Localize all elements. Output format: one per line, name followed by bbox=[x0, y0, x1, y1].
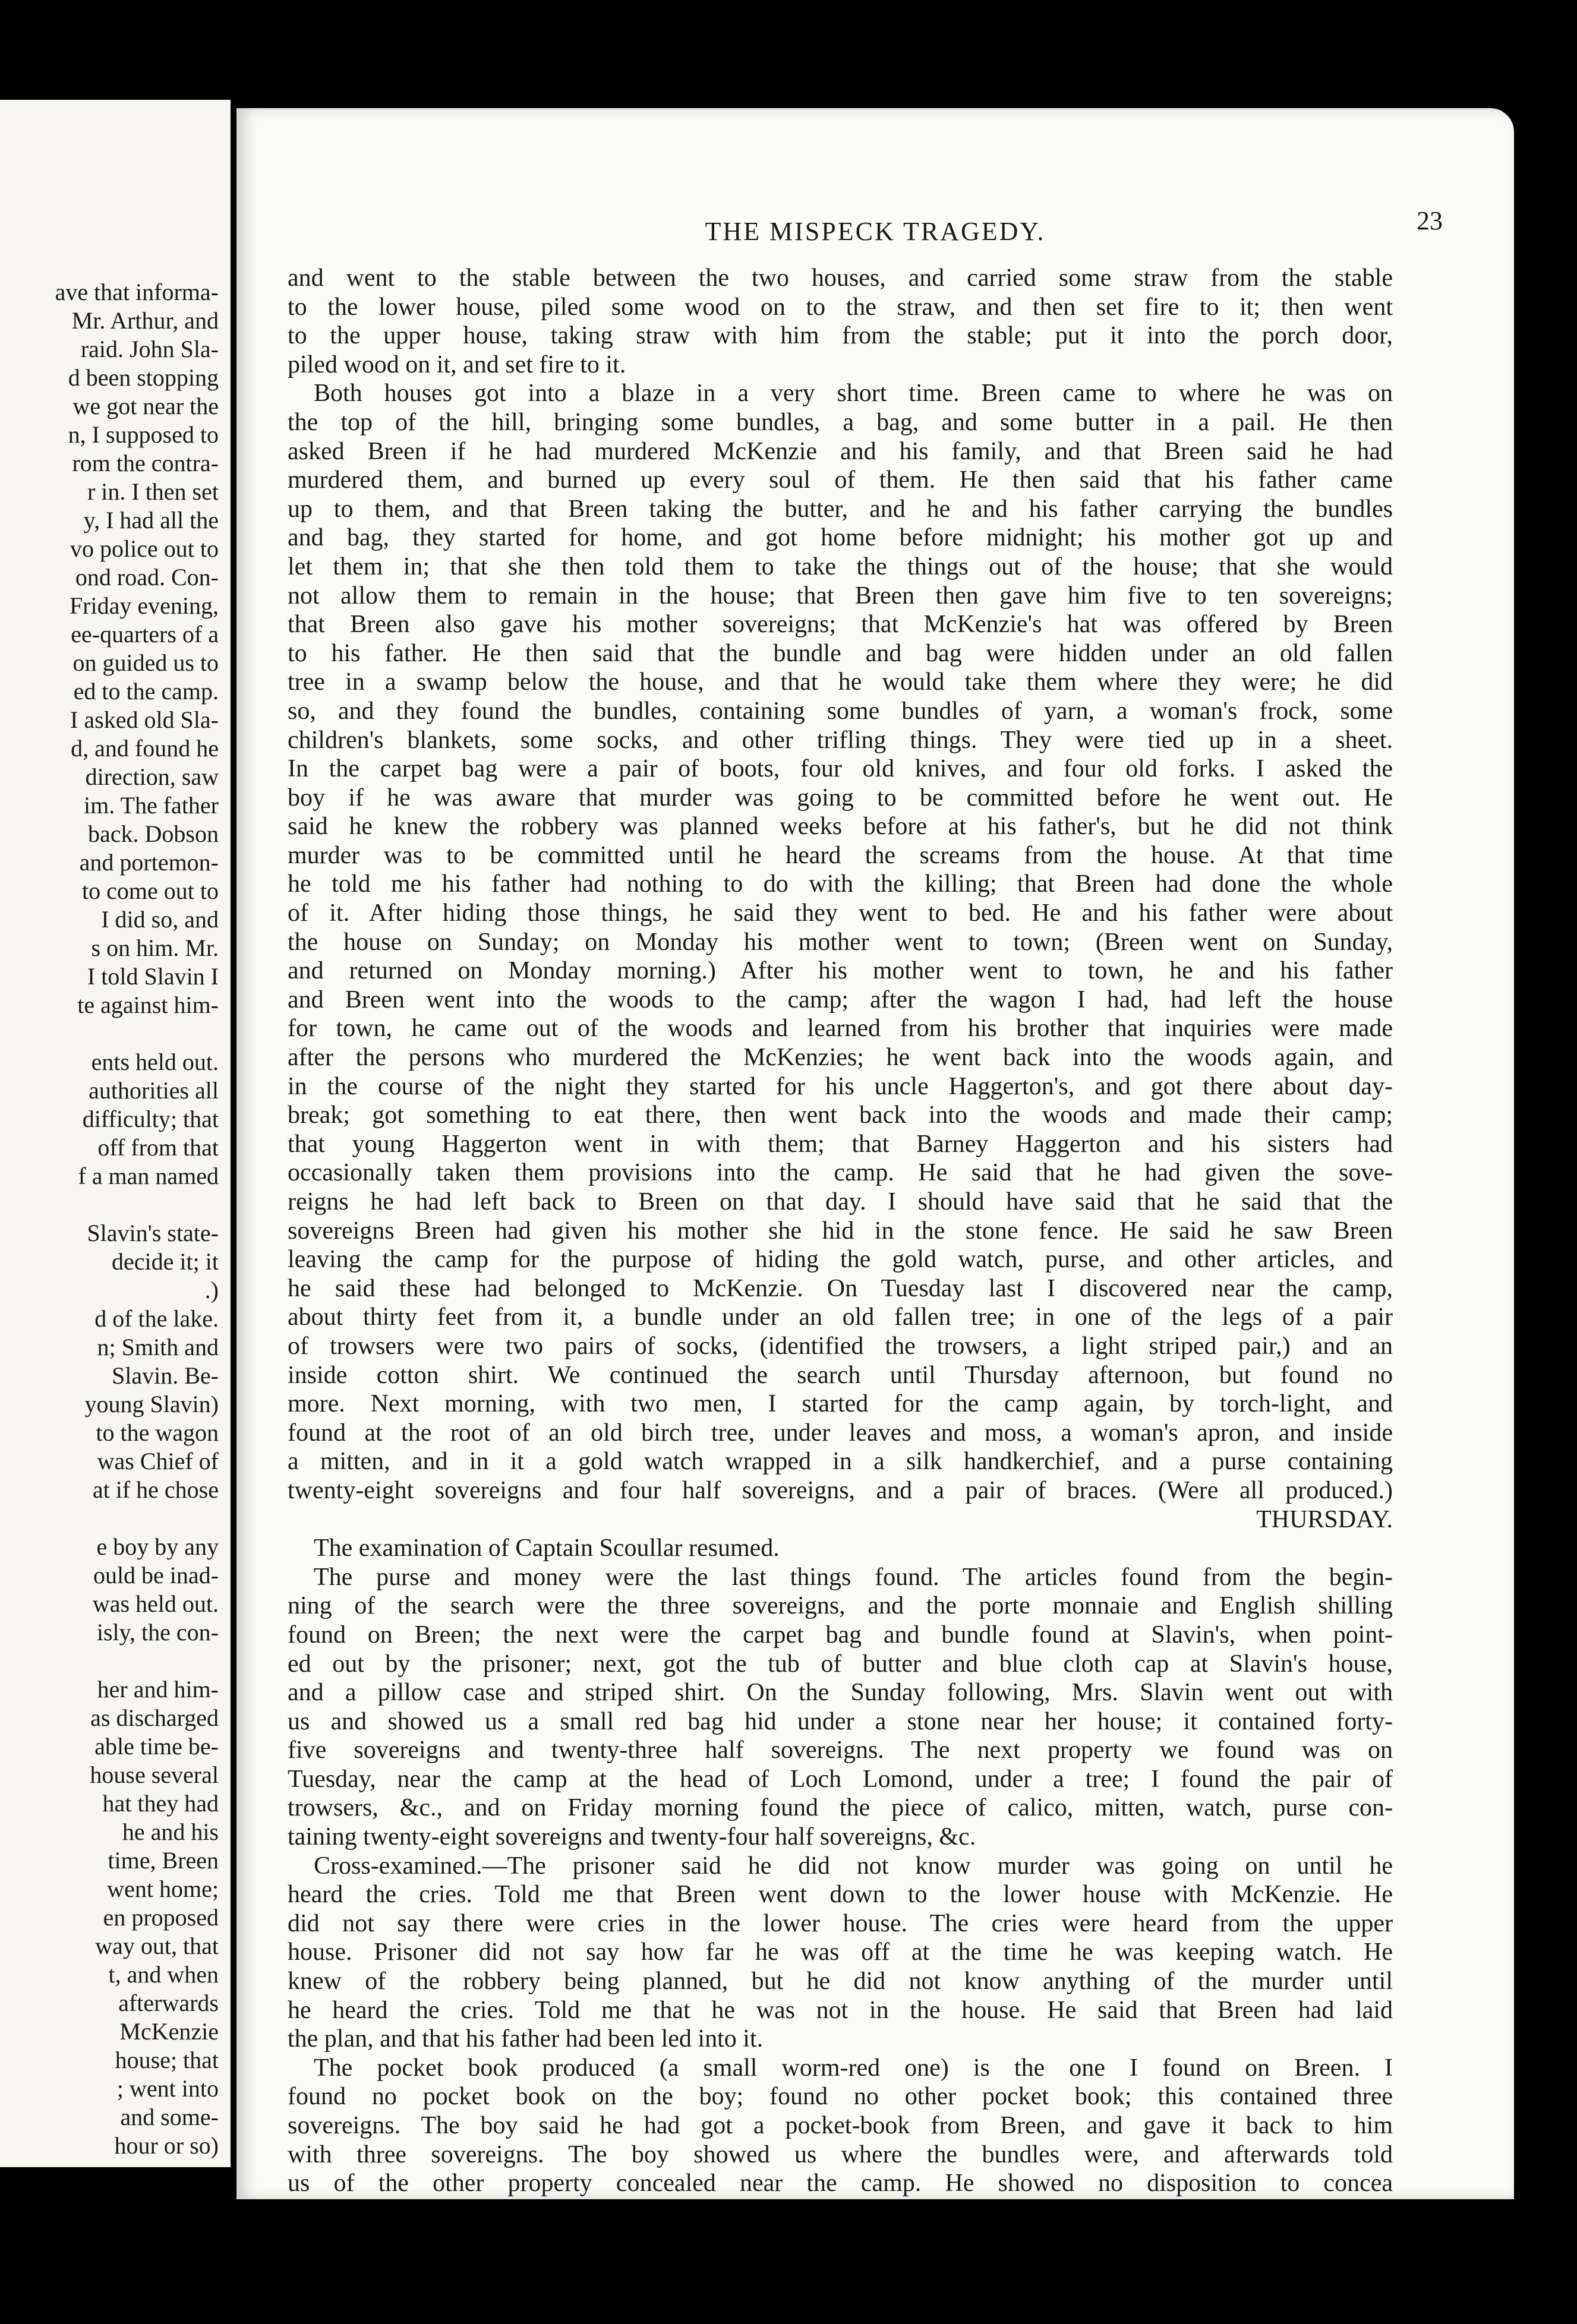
facing-page-line: off from that bbox=[97, 1134, 219, 1161]
facing-page-line: I did so, and bbox=[101, 906, 219, 933]
body-line: Both houses got into a blaze in a very short time. Breen came to where he was on bbox=[314, 380, 1393, 408]
paragraph-gap bbox=[5, 1019, 219, 1048]
body-line: Cross-examined.—The prisoner said he did not know murder was going on until he bbox=[314, 1852, 1393, 1880]
facing-page-line: was held out. bbox=[92, 1590, 219, 1617]
facing-page-text bbox=[5, 278, 219, 2160]
body-line: boy if he was aware that murder was going to be committed before he went out. He bbox=[288, 784, 1393, 811]
facing-page-line: I told Slavin I bbox=[87, 963, 219, 990]
body-line: tree in a swamp below the house, and that he would take them where they were; he did bbox=[288, 668, 1393, 696]
body-line: to the lower house, piled some wood on to the straw, and then set fire to it; then went bbox=[288, 293, 1393, 321]
facing-page-line: I asked old Sla- bbox=[70, 706, 219, 733]
body-line: reigns he had left back to Breen on that day. I should have said that he said that the bbox=[288, 1188, 1393, 1215]
facing-page-line: to come out to bbox=[82, 877, 219, 904]
body-line: with three sovereigns. The boy showed us where the bundles were, and afterwards told bbox=[288, 2140, 1393, 2168]
body-line: us of the other property concealed near the camp. He showed no disposition to concea bbox=[288, 2170, 1393, 2197]
body-line: a mitten, and in it a gold watch wrapped in a silk handkerchief, and a purse containing bbox=[288, 1448, 1393, 1476]
body-line: occasionally taken them provisions into the camp. He said that he had given the sove- bbox=[288, 1159, 1393, 1187]
facing-page-line: hat they had bbox=[102, 1790, 219, 1817]
facing-page-line: Mr. Arthur, and bbox=[71, 307, 219, 334]
body-line: the plan, and that his father had been led into it. bbox=[288, 2025, 764, 2053]
facing-page-line: and some- bbox=[120, 2104, 219, 2130]
body-line: of trowsers were two pairs of socks, (identified the trowsers, a light striped pair,) and an bbox=[288, 1332, 1393, 1360]
facing-page-line: he and his bbox=[122, 1818, 219, 1845]
facing-page-line: time, Breen bbox=[108, 1847, 219, 1874]
body-line: more. Next morning, with two men, I started for the camp again, by torch-light, and bbox=[288, 1390, 1393, 1418]
facing-page-line: able time be- bbox=[94, 1733, 219, 1760]
body-line: for town, he came out of the woods and learned from his brother that inquiries were made bbox=[288, 1015, 1393, 1043]
body-line: and bag, they started for home, and got home before midnight; his mother got up and bbox=[288, 524, 1393, 552]
facing-page-line: back. Dobson bbox=[88, 820, 219, 847]
body-line: murdered them, and burned up every soul of them. He then said that his father came bbox=[288, 466, 1393, 494]
running-head: THE MISPECK TRAGEDY. bbox=[705, 217, 1046, 246]
facing-page-line: ; went into bbox=[116, 2075, 219, 2102]
paragraph-gap bbox=[5, 1191, 219, 1219]
facing-page-line: d, and found he bbox=[71, 735, 219, 762]
facing-page-line: e boy by any bbox=[96, 1533, 219, 1560]
facing-page-line: direction, saw bbox=[85, 763, 219, 790]
facing-page-line: afterwards bbox=[118, 1990, 219, 2016]
body-line: did not say there were cries in the lower house. The cries were heard from the upper bbox=[288, 1909, 1393, 1937]
body-line: found on Breen; the next were the carpet bag and bundle found at Slavin's, when point- bbox=[288, 1621, 1393, 1649]
facing-page-line: r in. I then set bbox=[87, 478, 219, 505]
section-heading-thursday: THURSDAY. bbox=[1256, 1505, 1393, 1533]
body-line: up to them, and that Breen taking the butter, and he and his father carrying the bundles bbox=[288, 495, 1393, 523]
facing-page-line: .) bbox=[204, 1277, 219, 1303]
body-line: the top of the hill, bringing some bundles, a bag, and some butter in a pail. He then bbox=[288, 408, 1393, 436]
body-line: In the carpet bag were a pair of boots, four old knives, and four old forks. I asked the bbox=[288, 755, 1393, 783]
facing-page-line: en proposed bbox=[103, 1904, 219, 1931]
body-line: after the persons who murdered the McKenzies; he went back into the woods again, and bbox=[288, 1044, 1393, 1072]
body-line: the house on Sunday; on Monday his mother went to town; (Breen went on Sunday, bbox=[288, 928, 1393, 956]
body-line: twenty-eight sovereigns and four half sovereigns, and a pair of braces. (Were all produced.) bbox=[288, 1476, 1393, 1504]
facing-page-line: n, I supposed to bbox=[68, 421, 219, 448]
body-line: The pocket book produced (a small worm-red one) is the one I found on Breen. I bbox=[314, 2054, 1393, 2082]
body-line: five sovereigns and twenty-three half sovereigns. The next property we found was on bbox=[288, 1736, 1393, 1764]
facing-page-line: her and him- bbox=[97, 1676, 219, 1703]
body-line: knew of the robbery being planned, but he did not know anything of the murder until bbox=[288, 1968, 1393, 1995]
body-line: not allow them to remain in the house; that Breen then gave him five to ten sovereigns; bbox=[288, 582, 1393, 610]
body-line: asked Breen if he had murdered McKenzie and his family, and that Breen said he had bbox=[288, 437, 1393, 465]
facing-page-line: isly, the con- bbox=[96, 1619, 219, 1646]
body-line: Tuesday, near the camp at the head of Loch Lomond, under a tree; I found the pair of bbox=[288, 1765, 1393, 1793]
facing-page-line: d been stopping bbox=[68, 364, 219, 391]
body-line: us and showed us a small red bag hid under a stone near her house; it contained forty- bbox=[288, 1707, 1393, 1735]
facing-page-line: te against him- bbox=[77, 992, 219, 1018]
body-line: house. Prisoner did not say how far he was off at the time he was keeping watch. He bbox=[288, 1938, 1393, 1966]
facing-page-line: ee-quarters of a bbox=[71, 621, 219, 648]
facing-page-line: Friday evening, bbox=[69, 592, 219, 619]
body-line: let them in; that she then told them to take the things out of the house; that she would bbox=[288, 552, 1393, 580]
body-line: and a pillow case and striped shirt. On the Sunday following, Mrs. Slavin went out with bbox=[288, 1679, 1393, 1707]
facing-page-line: and portemon- bbox=[79, 849, 219, 876]
facing-page-line: vo police out to bbox=[70, 535, 219, 562]
facing-page-line: as discharged bbox=[90, 1704, 219, 1731]
body-line: to his father. He then said that the bundle and bag were hidden under an old fallen bbox=[288, 639, 1393, 667]
body-line: found no pocket book on the boy; found no other pocket book; this contained three bbox=[288, 2083, 1393, 2111]
facing-page-line: decide it; it bbox=[112, 1248, 219, 1275]
body-line: ed out by the prisoner; next, got the tub of butter and blue cloth cap at Slavin's house, bbox=[288, 1650, 1393, 1678]
facing-page-line: n; Smith and bbox=[97, 1334, 219, 1360]
body-line: heard the cries. Told me that Breen went down to the lower house with McKenzie. He bbox=[288, 1881, 1393, 1909]
facing-page-line: f a man named bbox=[78, 1163, 219, 1189]
body-line: that Breen also gave his mother sovereigns; that McKenzie's hat was offered by Breen bbox=[288, 611, 1393, 639]
body-line: trowsers, &c., and on Friday morning found the piece of calico, mitten, watch, purse con- bbox=[288, 1794, 1393, 1822]
facing-page-left bbox=[0, 100, 231, 2167]
body-line: sovereigns. The boy said he had got a pocket-book from Breen, and gave it back to him bbox=[288, 2112, 1393, 2139]
facing-page-line: y, I had all the bbox=[83, 507, 219, 533]
facing-page-line: on guided us to bbox=[72, 649, 219, 676]
body-line: so, and they found the bundles, containing some bundles of yarn, a woman's frock, some bbox=[288, 697, 1393, 725]
facing-page-line: Slavin's state- bbox=[87, 1220, 219, 1246]
body-line: and went to the stable between the two houses, and carried some straw from the stable bbox=[288, 264, 1393, 292]
body-line: inside cotton shirt. We continued the search until Thursday afternoon, but found no bbox=[288, 1361, 1393, 1389]
body-line: break; got something to eat there, then went back into the woods and made their camp; bbox=[288, 1101, 1393, 1129]
facing-page-line: hour or so) bbox=[114, 2132, 219, 2159]
body-line: leaving the camp for the purpose of hiding the gold watch, purse, and other articles, and bbox=[288, 1246, 1393, 1274]
facing-page-line: ould be inad- bbox=[93, 1562, 219, 1589]
body-line: and Breen went into the woods to the camp; after the wagon I had, had left the house bbox=[288, 986, 1393, 1013]
facing-page-line: house several bbox=[90, 1761, 219, 1788]
body-line: he told me his father had nothing to do with the killing; that Breen had done the whole bbox=[288, 870, 1393, 898]
facing-page-line: s on him. Mr. bbox=[91, 934, 219, 961]
body-line: to the upper house, taking straw with him from the stable; put it into the porch door, bbox=[288, 322, 1393, 350]
facing-page-line: young Slavin) bbox=[84, 1391, 219, 1417]
facing-page-line: McKenzie bbox=[119, 2018, 219, 2045]
facing-page-line: rom the contra- bbox=[72, 450, 219, 476]
facing-page-line: was Chief of bbox=[97, 1448, 219, 1474]
body-line: he said these had belonged to McKenzie. On Tuesday last I discovered near the camp, bbox=[288, 1274, 1393, 1302]
facing-page-line: ed to the camp. bbox=[73, 678, 219, 705]
body-line: found at the root of an old birch tree, under leaves and moss, a woman's apron, and inside bbox=[288, 1419, 1393, 1447]
facing-page-line: ents held out. bbox=[91, 1049, 219, 1075]
body-line: in the course of the night they started for his uncle Haggerton's, and got there about day- bbox=[288, 1072, 1393, 1100]
body-line: said he knew the robbery was planned weeks before at his father's, but he did not think bbox=[288, 813, 1393, 841]
body-line: of it. After hiding those things, he said they went to bed. He and his father were about bbox=[288, 899, 1393, 927]
body-line: he heard the cries. Told me that he was not in the house. He said that Breen had laid bbox=[288, 1996, 1393, 2024]
facing-page-line: d of the lake. bbox=[94, 1305, 219, 1332]
facing-page-line: im. The father bbox=[84, 792, 219, 819]
facing-page-line: authorities all bbox=[89, 1077, 219, 1104]
facing-page-line: at if he chose bbox=[92, 1476, 219, 1503]
facing-page-line: raid. John Sla- bbox=[80, 336, 219, 362]
facing-page-line: went home; bbox=[107, 1875, 219, 1902]
facing-page-line: to the wagon bbox=[96, 1419, 219, 1446]
body-line: and returned on Monday morning.) After his mother went to town, he and his father bbox=[288, 957, 1393, 985]
facing-page-line: we got near the bbox=[72, 393, 219, 419]
page-number: 23 bbox=[1417, 206, 1443, 235]
facing-page-line: Slavin. Be- bbox=[112, 1362, 219, 1389]
paragraph-gap bbox=[5, 1647, 219, 1675]
book-page bbox=[236, 108, 1514, 2199]
facing-page-line: house; that bbox=[115, 2047, 219, 2073]
body-line: sovereigns Breen had given his mother she hid in the stone fence. He said he saw Breen bbox=[288, 1217, 1393, 1245]
body-line: about thirty feet from it, a bundle under an old fallen tree; in one of the legs of a pair bbox=[288, 1303, 1393, 1331]
facing-page-line: way out, that bbox=[95, 1933, 219, 1959]
facing-page-line: ond road. Con- bbox=[75, 564, 219, 591]
paragraph-gap bbox=[5, 1504, 219, 1533]
facing-page-line: t, and when bbox=[108, 1961, 219, 1988]
body-line: ning of the search were the three sovereigns, and the porte monnaie and English shilling bbox=[288, 1592, 1393, 1620]
body-line: that young Haggerton went in with them; that Barney Haggerton and his sisters had bbox=[288, 1130, 1393, 1158]
body-line: The examination of Captain Scoullar resumed. bbox=[314, 1534, 780, 1562]
facing-page-line: difficulty; that bbox=[82, 1106, 219, 1132]
body-line: children's blankets, some socks, and other trifling things. They were tied up in a sheet. bbox=[288, 726, 1393, 754]
body-line: murder was to be committed until he heard the screams from the house. At that time bbox=[288, 841, 1393, 869]
body-line: piled wood on it, and set fire to it. bbox=[288, 351, 626, 378]
page-body-text bbox=[288, 264, 1393, 2198]
body-line: The purse and money were the last things found. The articles found from the begin- bbox=[314, 1563, 1393, 1591]
body-line: taining twenty-eight sovereigns and twenty-four half sovereigns, &c. bbox=[288, 1823, 976, 1851]
facing-page-line: ave that informa- bbox=[55, 279, 219, 305]
